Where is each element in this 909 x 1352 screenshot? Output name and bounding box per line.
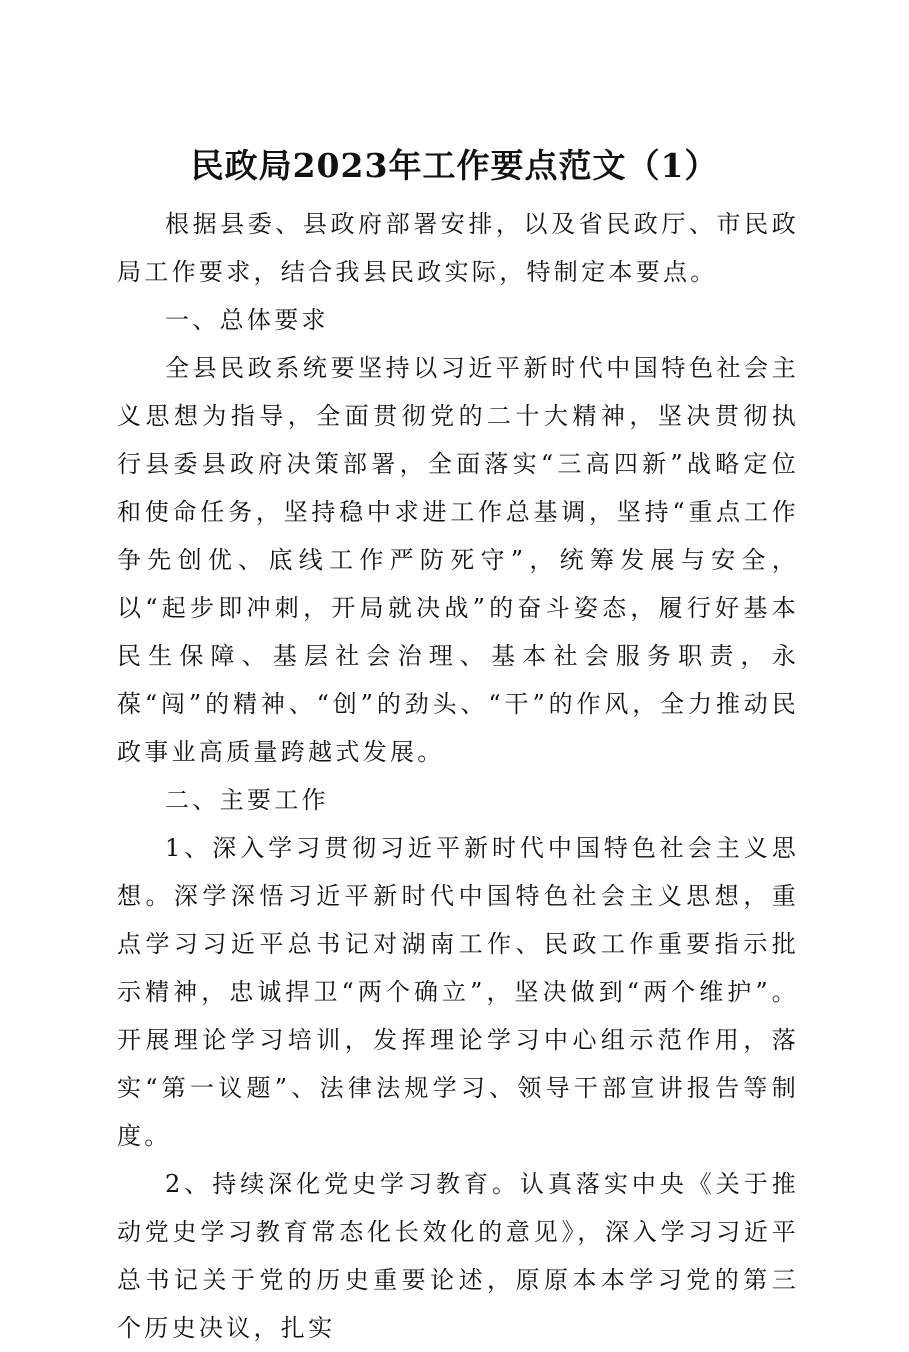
document-body (117, 200, 799, 1352)
section-heading-general-requirements: 一、总体要求 (165, 306, 329, 334)
section-heading-main-work: 二、主要工作 (165, 786, 329, 814)
work-item-1-paragraph: 1、深入学习贯彻习近平新时代中国特色社会主义思想。深学深悟习近平新时代中国特色社会主义思想，重点学习习近平总书记对湖南工作、民政工作重要指示批示精神，忠诚捍卫“两个确立”，坚决做到“两个维护”。开展理论学习培训，发挥理论学习中心组示范作用，落实“第一议题”、法律法规学习、领导干部宣讲报告等制度。 (117, 834, 799, 1150)
intro-paragraph: 根据县委、县政府部署安排，以及省民政厅、市民政局工作要求，结合我县民政实际，特制定本要点。 (117, 210, 799, 286)
work-item-2-paragraph: 2、持续深化党史学习教育。认真落实中央《关于推动党史学习教育常态化长效化的意见》，深入学习习近平总书记关于党的历史重要论述，原原本本学习党的第三个历史决议，扎实 (117, 1170, 799, 1342)
document-title: 民政局2023年工作要点范文（1） (190, 146, 719, 185)
general-requirements-paragraph: 全县民政系统要坚持以习近平新时代中国特色社会主义思想为指导，全面贯彻党的二十大精神，坚决贯彻执行县委县政府决策部署，全面落实“三高四新”战略定位和使命任务，坚持稳中求进工作总基调，坚持“重点工作争先创优、底线工作严防死守”，统筹发展与安全，以“起步即冲刺，开局就决战”的奋斗姿态，履行好基本民生保障、基层社会治理、基本社会服务职责，永葆“闯”的精神、“创”的劲头、“干”的作风，全力推动民政事业高质量跨越式发展。 (117, 354, 799, 766)
